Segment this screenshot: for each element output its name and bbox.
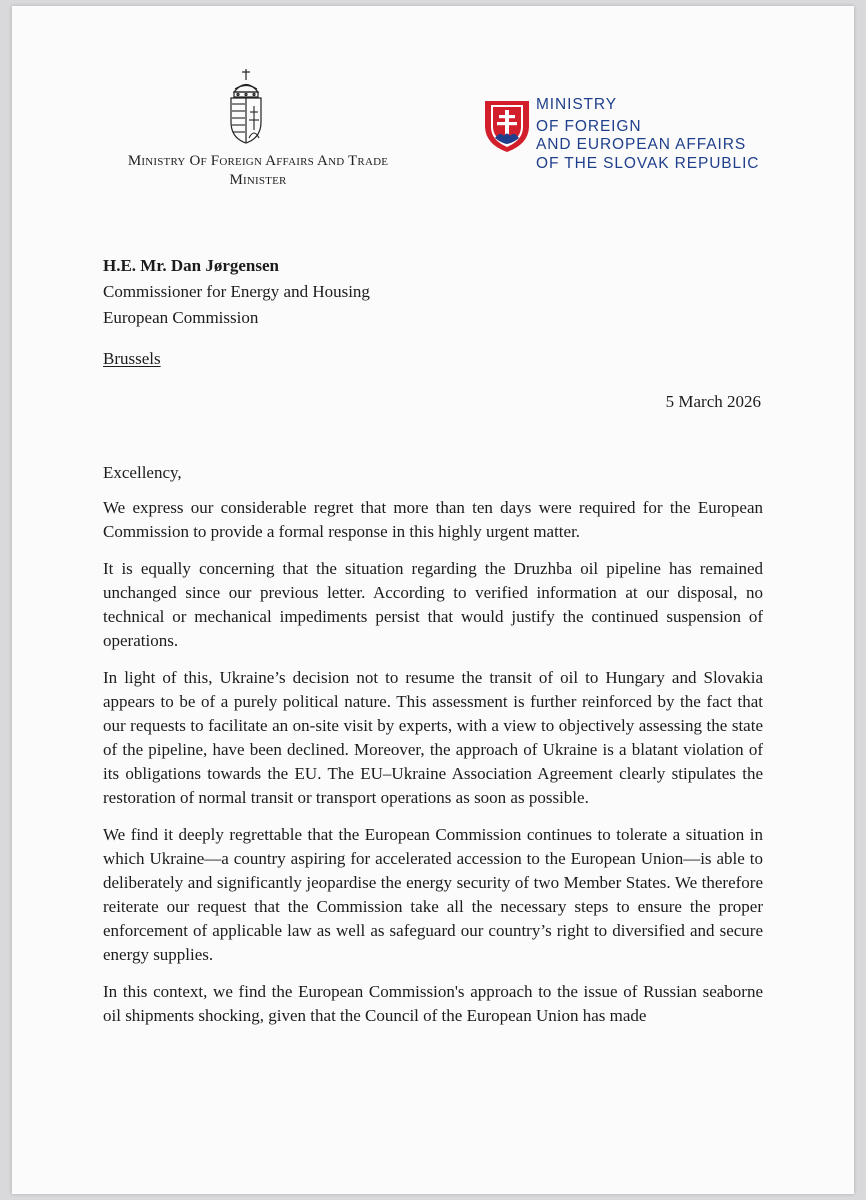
slovak-ministry-line-4: OF THE SLOVAK REPUBLIC	[536, 154, 760, 172]
body-paragraph: We express our considerable regret that more than ten days were required for the European Commission to provide a formal response in this highly urgent matter.	[103, 498, 763, 541]
body-paragraph: We find it deeply regrettable that the European Commission continues to tolerate a situation in which Ukraine—a country aspiring for accelerated accession to the European Union—is able to deliberately and significantly jeopardise the energy security of two Member States. We therefore reiterate our request that the Commission take all the necessary steps to ensure the proper enforcement of applicable law as well as safeguard our country’s right to diversified and secure energy supplies.	[103, 825, 763, 964]
salutation: Excellency,	[103, 463, 182, 482]
slovak-ministry-logo-icon	[482, 98, 532, 154]
letter-page	[12, 6, 854, 1194]
letter-date: 5 March 2026	[665, 392, 761, 411]
letter-body	[103, 496, 763, 1041]
addressee-block	[103, 253, 370, 331]
body-paragraph: In this context, we find the European Commission's approach to the issue of Russian seaborne oil shipments shocking, given that the Council of the European Union has made	[103, 982, 763, 1025]
hungarian-ministry-name: Ministry Of Foreign Affairs And Trade	[127, 153, 389, 169]
hungarian-ministry-heading	[100, 152, 416, 190]
addressee-organisation: European Commission	[103, 308, 259, 327]
slovak-ministry-heading	[536, 96, 759, 173]
addressee-name: H.E. Mr. Dan Jørgensen	[103, 256, 279, 275]
hungarian-minister-title: Minister	[229, 172, 287, 188]
slovak-ministry-line-1: MINISTRY	[536, 96, 617, 113]
addressee-city: Brussels	[103, 349, 161, 368]
body-paragraph: In light of this, Ukraine’s decision not to resume the transit of oil to Hungary and Slovakia appears to be of a purely political nature. This assessment is further reinforced by the fact that our requests to facilitate an on-site visit by experts, with a view to objectively assessing the state of the pipeline, have been declined. Moreover, the approach of Ukraine is a blatant violation of its obligations towards the EU. The EU–Ukraine Association Agreement clearly stipulates the restoration of normal transit or transport operations as soon as possible.	[103, 668, 763, 807]
hungarian-coat-of-arms-icon	[227, 68, 265, 144]
slovak-ministry-line-3: AND EUROPEAN AFFAIRS	[536, 136, 747, 153]
body-paragraph: It is equally concerning that the situation regarding the Druzhba oil pipeline has remained unchanged since our previous letter. According to verified information at our disposal, no technical or mechanical impediments persist that would justify the continued suspension of operations.	[103, 559, 763, 650]
slovak-ministry-line-2: OF FOREIGN	[536, 117, 642, 135]
addressee-role: Commissioner for Energy and Housing	[103, 282, 370, 301]
